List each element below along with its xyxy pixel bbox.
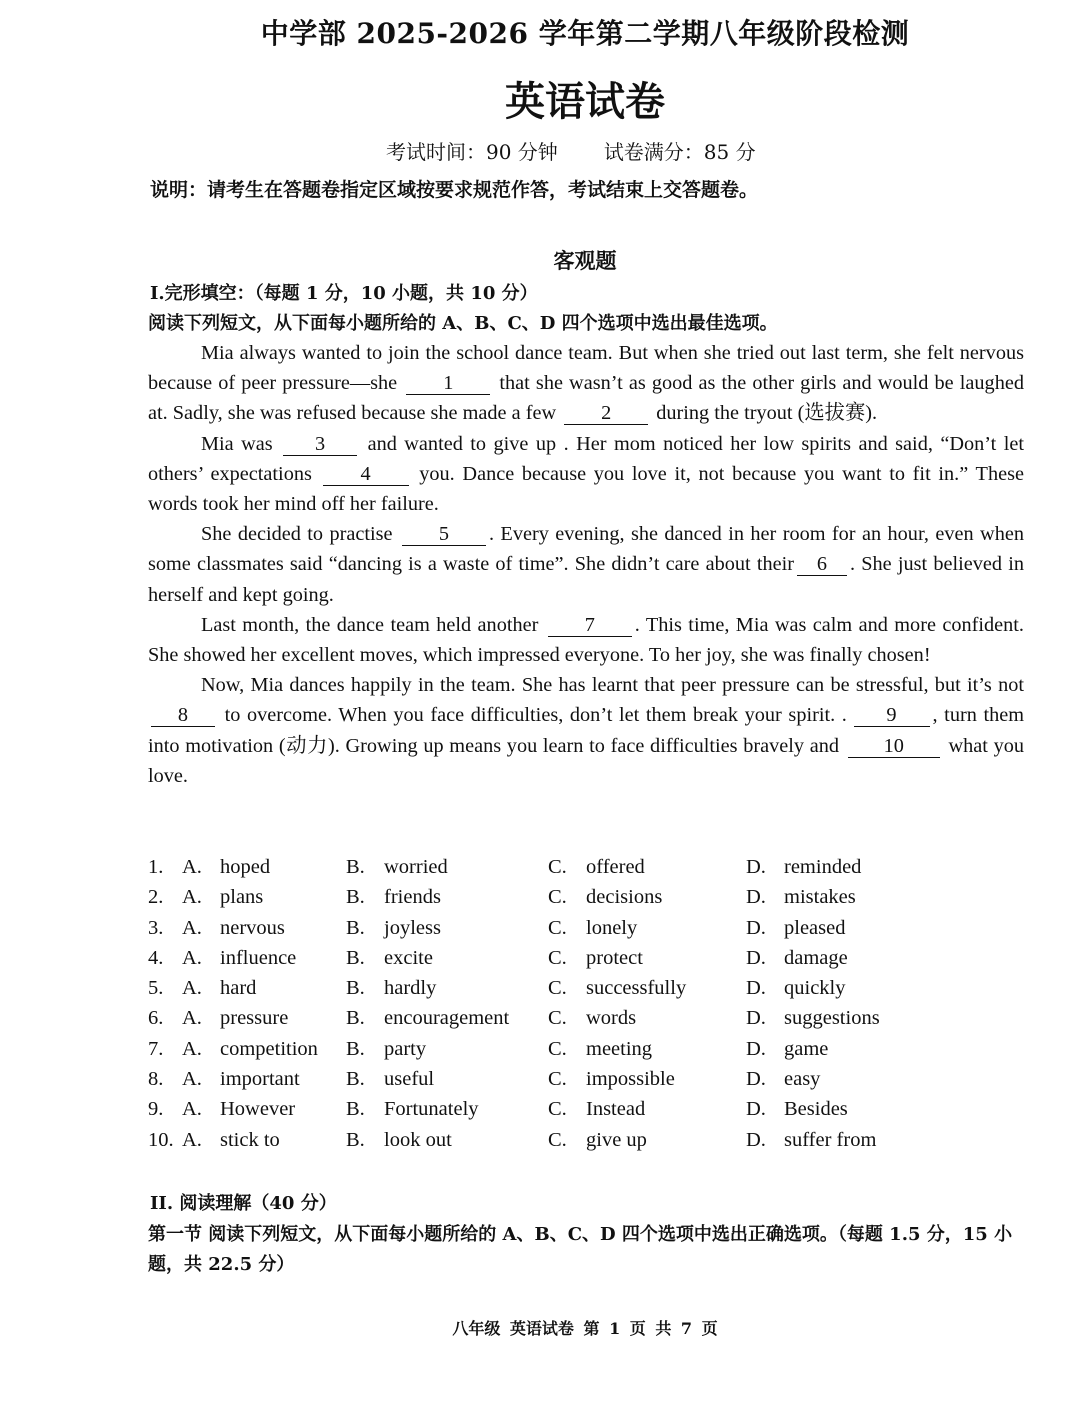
option-letter: B. — [346, 1068, 365, 1091]
option-text: hard — [220, 977, 257, 1000]
passage-paragraph: Mia always wanted to join the school dance team. But when she tried out last term, she felt nervous because of peer pressure—she 1 that she wasn’t as good as the other girls and would be laughed at. Sadly, she was refused because she made a few 2 during the tryout (选拔赛). — [148, 342, 1024, 425]
option-letter: D. — [746, 1128, 766, 1151]
option-a — [182, 852, 270, 882]
option-letter: C. — [548, 1098, 567, 1121]
option-text: game — [784, 1037, 829, 1060]
exam-meta — [386, 138, 756, 166]
option-letter: D. — [746, 1098, 766, 1121]
option-text: look out — [384, 1128, 452, 1151]
option-letter: B. — [346, 1007, 365, 1030]
option-a — [182, 1064, 300, 1094]
option-b — [346, 852, 448, 882]
option-text: words — [586, 1007, 637, 1030]
option-b — [346, 1064, 434, 1094]
option-text: party — [384, 1037, 427, 1060]
option-text: lonely — [586, 916, 638, 939]
option-c — [548, 882, 662, 912]
option-b — [346, 1125, 452, 1155]
option-text: encouragement — [384, 1007, 510, 1030]
option-a — [182, 882, 263, 912]
question-number: 1. — [148, 856, 164, 878]
option-text: worried — [384, 856, 448, 878]
cloze-blank: 1 — [406, 372, 490, 395]
option-text: However — [220, 1098, 296, 1121]
exam-title: 中学部 2025-2026 学年第二学期八年级阶段检测 — [260, 17, 910, 50]
option-row — [148, 1034, 1028, 1064]
passage-paragraph: Mia was 3 and wanted to give up . Her mom noticed her low spirits and said, “Don’t let others’ expectations 4 you. Dance because you love it, not because you want to fit in.” These words took her mind off her failure. — [148, 432, 1025, 516]
option-text: joyless — [384, 916, 441, 939]
option-row — [148, 1003, 1028, 1033]
question-number: 7. — [148, 1037, 164, 1060]
option-text: stick to — [220, 1128, 280, 1151]
question-number: 4. — [148, 946, 164, 969]
option-d — [746, 1064, 820, 1094]
cloze-blank: 6 — [797, 553, 847, 576]
option-b — [346, 1034, 426, 1064]
option-letter: A. — [182, 946, 202, 969]
passage-paragraph: She decided to practise 5 . Every evening, she danced in her room for an hour, even when some classmates said “dancing is a waste of time”. She didn’t care about their 6 . She just believed in herself and kept going. — [148, 523, 1024, 606]
option-letter: C. — [548, 886, 567, 909]
option-text: give up — [586, 1128, 647, 1151]
option-a — [182, 1125, 280, 1155]
option-letter: A. — [182, 1098, 202, 1121]
option-d — [746, 882, 856, 912]
option-c — [548, 973, 686, 1003]
option-text: hoped — [220, 856, 271, 878]
section2-heading: II. 阅读理解（40 分） — [150, 1193, 337, 1214]
option-text: protect — [586, 946, 643, 969]
option-b — [346, 1094, 479, 1124]
option-letter: D. — [746, 916, 766, 939]
option-letter: D. — [746, 1068, 766, 1091]
option-c — [548, 1125, 647, 1155]
passage-paragraph: Now, Mia dances happily in the team. She has learnt that peer pressure can be stressful, but it’s not8 to overcome. When you face difficulties, don’t let them break your spirit. . 9 , turn them into motivation (动力). Growing up means you learn to face difficulties bravely and 10 what you love. — [148, 674, 1025, 787]
option-row — [148, 943, 1028, 973]
option-a — [182, 1094, 295, 1124]
option-letter: B. — [346, 1037, 365, 1060]
option-letter: C. — [548, 946, 567, 969]
option-c — [548, 1094, 645, 1124]
option-letter: B. — [346, 856, 365, 878]
cloze-passage — [148, 338, 1024, 791]
option-c — [548, 1064, 675, 1094]
option-a — [182, 943, 296, 973]
option-text: Instead — [586, 1098, 646, 1121]
question-number: 8. — [148, 1068, 164, 1091]
cloze-blank: 2 — [564, 402, 648, 425]
option-letter: A. — [182, 916, 202, 939]
option-text: Fortunately — [384, 1098, 479, 1121]
page-footer: 八年级 英语试卷 第 1 页 共 7 页 — [452, 1319, 718, 1338]
option-letter: B. — [346, 1128, 365, 1151]
passage-paragraph: Last month, the dance team held another 7 . This time, Mia was calm and more confident. She showed her excellent moves, which impressed everyone. To her joy, she was finally chosen! — [148, 613, 1024, 667]
option-d — [746, 1034, 828, 1064]
option-row — [148, 1064, 1028, 1094]
option-text: Besides — [784, 1098, 848, 1121]
option-letter: C. — [548, 916, 567, 939]
option-c — [548, 1003, 636, 1033]
option-letter: B. — [346, 977, 365, 1000]
option-letter: A. — [182, 1068, 202, 1091]
option-c — [548, 1034, 652, 1064]
option-d — [746, 973, 846, 1003]
cloze-blank: 9 — [854, 704, 930, 727]
option-text: influence — [220, 946, 297, 969]
question-number: 5. — [148, 977, 164, 1000]
option-text: suffer from — [784, 1128, 877, 1151]
option-b — [346, 943, 433, 973]
option-letter: A. — [182, 886, 202, 909]
option-d — [746, 852, 861, 882]
section1-heading: Ⅰ.完形填空：（每题 1 分，10 小题，共 10 分） — [150, 283, 538, 304]
option-text: pressure — [220, 1007, 289, 1030]
objective-heading: 客观题 — [553, 248, 617, 273]
option-text: quickly — [784, 977, 846, 1000]
option-letter: B. — [346, 916, 365, 939]
option-text: decisions — [586, 886, 663, 909]
option-d — [746, 1125, 876, 1155]
option-c — [548, 913, 637, 943]
option-row — [148, 1125, 1028, 1155]
option-text: offered — [586, 856, 645, 878]
option-row — [148, 913, 1028, 943]
option-d — [746, 943, 848, 973]
option-c — [548, 943, 643, 973]
option-text: nervous — [220, 916, 285, 939]
option-text: plans — [220, 886, 264, 909]
option-letter: D. — [746, 946, 766, 969]
option-letter: A. — [182, 1128, 202, 1151]
option-a — [182, 1034, 318, 1064]
cloze-blank: 7 — [548, 614, 632, 637]
option-row — [148, 852, 1028, 882]
option-d — [746, 1003, 880, 1033]
exam-full-score: 试卷满分：85 分 — [603, 140, 756, 164]
option-text: useful — [384, 1068, 435, 1091]
cloze-blank: 8 — [151, 704, 215, 727]
question-number: 10. — [148, 1128, 174, 1151]
option-d — [746, 913, 845, 943]
option-row — [148, 973, 1028, 1003]
option-letter: C. — [548, 1068, 567, 1091]
cloze-blank: 3 — [283, 433, 357, 456]
options-list — [148, 852, 1028, 1155]
option-d — [746, 1094, 848, 1124]
option-letter: D. — [746, 1037, 766, 1060]
option-letter: B. — [346, 946, 365, 969]
exam-note: 说明：请考生在答题卷指定区域按要求规范作答，考试结束上交答题卷。 — [150, 179, 759, 201]
option-letter: C. — [548, 1007, 567, 1030]
option-text: reminded — [784, 856, 862, 878]
question-number: 2. — [148, 886, 164, 909]
option-letter: A. — [182, 1037, 202, 1060]
option-text: successfully — [586, 977, 687, 1000]
option-letter: C. — [548, 1037, 567, 1060]
subject-title: 英语试卷 — [505, 78, 665, 125]
option-c — [548, 852, 645, 882]
section2-instruction: 第一节 阅读下列短文，从下面每小题所给的 A、B、C、D 四个选项中选出正确选项。（每题 1.5 分，15 小题，共 22.5 分） — [148, 1224, 1013, 1275]
option-letter: A. — [182, 856, 202, 878]
option-letter: A. — [182, 1007, 202, 1030]
option-text: easy — [784, 1068, 821, 1091]
option-text: hardly — [384, 977, 437, 1000]
option-text: suggestions — [784, 1007, 880, 1030]
option-text: important — [220, 1068, 300, 1091]
question-number: 3. — [148, 916, 164, 939]
option-text: friends — [384, 886, 441, 909]
option-letter: B. — [346, 886, 365, 909]
option-b — [346, 913, 441, 943]
option-letter: D. — [746, 977, 766, 1000]
option-b — [346, 1003, 509, 1033]
question-number: 6. — [148, 1007, 164, 1030]
option-text: mistakes — [784, 886, 856, 909]
cloze-blank: 10 — [848, 735, 940, 758]
option-letter: B. — [346, 1098, 365, 1121]
option-a — [182, 1003, 288, 1033]
option-text: competition — [220, 1037, 318, 1060]
exam-time: 考试时间：90 分钟 — [386, 140, 558, 164]
option-letter: D. — [746, 886, 766, 909]
option-letter: C. — [548, 977, 567, 1000]
option-letter: D. — [746, 1007, 766, 1030]
option-a — [182, 913, 285, 943]
option-text: impossible — [586, 1068, 675, 1091]
cloze-blank: 5 — [402, 523, 486, 546]
option-text: damage — [784, 946, 848, 969]
option-text: excite — [384, 946, 433, 969]
section1-instruction: 阅读下列短文，从下面每小题所给的 A、B、C、D 四个选项中选出最佳选项。 — [148, 313, 778, 334]
option-b — [346, 882, 441, 912]
option-text: pleased — [784, 916, 846, 939]
question-number: 9. — [148, 1098, 164, 1121]
option-letter: A. — [182, 977, 202, 1000]
option-a — [182, 973, 256, 1003]
option-letter: D. — [746, 856, 766, 878]
option-row — [148, 1094, 1028, 1124]
cloze-blank: 4 — [323, 463, 409, 486]
option-letter: C. — [548, 856, 567, 878]
option-b — [346, 973, 436, 1003]
option-text: meeting — [586, 1037, 653, 1060]
option-letter: C. — [548, 1128, 567, 1151]
option-row — [148, 882, 1028, 912]
